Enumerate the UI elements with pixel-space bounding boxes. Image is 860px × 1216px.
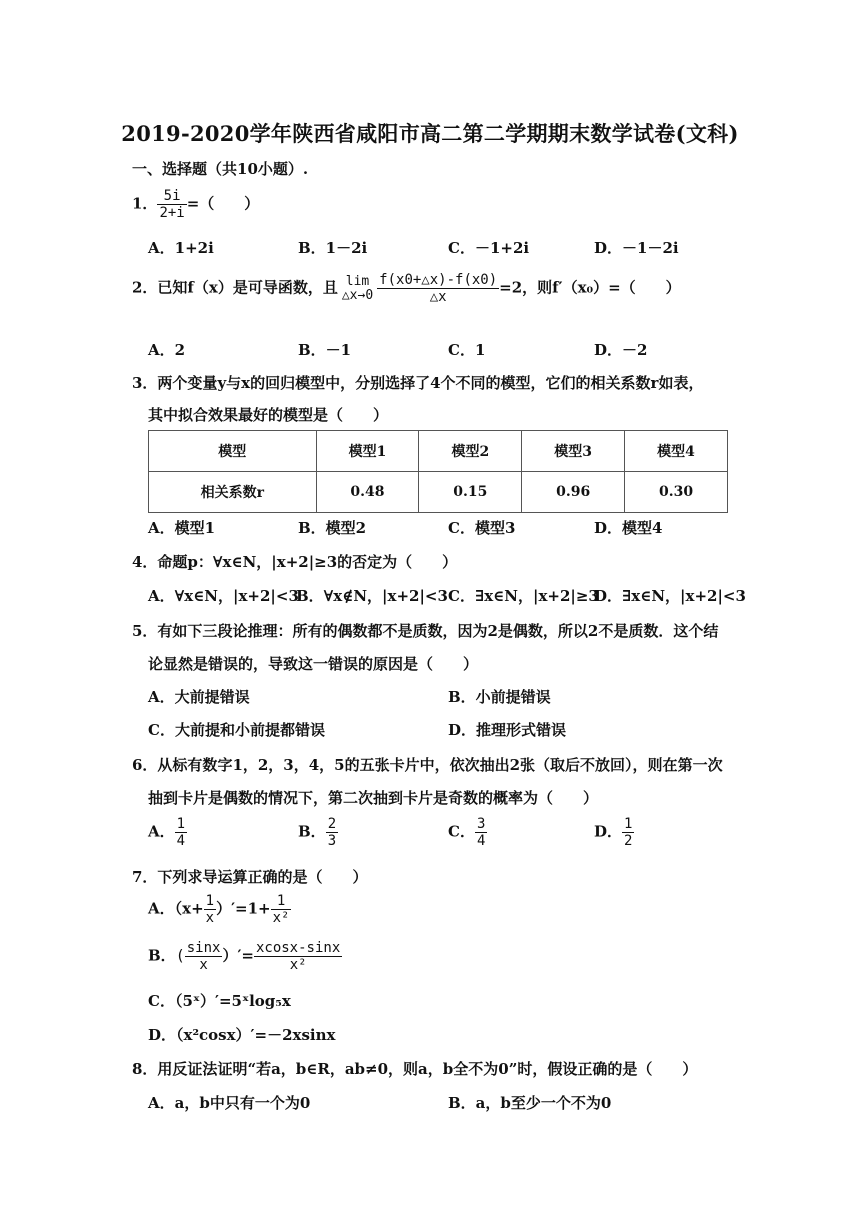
option-d: D．∃x∈N，|x+2|<3 [594, 587, 746, 605]
question-3-line-1: 3．两个变量y与x的回归模型中，分别选择了4个不同的模型，它们的相关系数r如表， [132, 374, 704, 392]
option-c: C．－1+2i [448, 239, 530, 257]
table-header-row [149, 431, 728, 472]
table-row [149, 472, 728, 513]
question-6-line-1: 6．从标有数字1，2，3，4，5的五张卡片中，依次抽出2张（取后不放回），则在第一次 [132, 756, 723, 774]
option-b: B．∀x∉N，|x+2|<3 [296, 587, 448, 605]
question-1 [132, 188, 259, 221]
fraction: $\frac{f(x0+\triangle x)-f(x0)}{\triangle x}$ [379, 272, 498, 305]
option-a: A．（x+ $\frac{1}{x}$ ）′=1+ $\frac{1}{\text{x²}}$ [148, 893, 290, 926]
table-cell: 模型2 [419, 431, 522, 472]
question-tail: =（ ） [186, 194, 260, 213]
option-d: D．－1－2i [594, 239, 679, 257]
option-a: A．模型1 [148, 519, 216, 537]
option-c: C．1 [448, 341, 486, 359]
table-cell: 0.48 [316, 472, 419, 513]
option-a: A．1+2i [148, 239, 214, 257]
table-cell: 模型1 [316, 431, 419, 472]
question-tail: =2，则f′（x₀）=（ ） [499, 278, 681, 297]
table-cell: 模型4 [625, 431, 728, 472]
question-3-line-2: 其中拟合效果最好的模型是（ ） [148, 406, 389, 424]
table-cell: 相关系数r [149, 472, 317, 513]
option-a: A．a，b中只有一个为0 [148, 1094, 311, 1112]
option-a: A． $\frac{1}{4}$ [148, 816, 186, 849]
model-table [148, 430, 728, 513]
fraction: $\frac{5i}{2+i}$ [159, 188, 185, 221]
option-b: B．( $\frac{\sin x}{x}$ ）′= $\frac{xcosx-\sin x}{\text{x²}}$ [148, 940, 341, 973]
question-4: 4．命题p：∀x∈N，|x+2|≥3的否定为（ ） [132, 553, 458, 571]
option-c: C．模型3 [448, 519, 516, 537]
option-b: B． $\frac{2}{3}$ [298, 816, 337, 849]
question-8: 8．用反证法证明“若a，b∈R，ab≠0，则a，b全不为0”时，假设正确的是（ ） [132, 1060, 698, 1078]
question-lead: 2．已知f（x）是可导函数，且 [132, 278, 338, 297]
option-d: D．模型4 [594, 519, 663, 537]
option-d: D． $\frac{1}{2}$ [594, 816, 633, 849]
section-heading: 一、选择题（共10小题）. [132, 160, 309, 178]
exam-title: 2019-2020学年陕西省咸阳市高二第二学期期末数学试卷(文科) [121, 121, 739, 146]
option-a: A．∀x∈N，|x+2|<3 [148, 587, 299, 605]
question-number: 1． [132, 194, 158, 213]
option-b: B．a，b至少一个不为0 [448, 1094, 612, 1112]
option-d: D．（x²cosx）′=－2xsinx [148, 1026, 336, 1044]
table-cell: 0.15 [419, 472, 522, 513]
question-7: 7．下列求导运算正确的是（ ） [132, 868, 368, 886]
question-6-line-2: 抽到卡片是偶数的情况下，第二次抽到卡片是奇数的概率为（ ） [148, 789, 599, 807]
question-5-line-2: 论显然是错误的，导致这一错误的原因是（ ） [148, 655, 479, 673]
option-a: A．大前提错误 [148, 688, 250, 706]
limit-notation: lim △x→0 [341, 273, 374, 303]
option-b: B．模型2 [298, 519, 367, 537]
option-c: C． $\frac{3}{4}$ [448, 816, 486, 849]
question-5-line-1: 5．有如下三段论推理：所有的偶数都不是质数，因为2是偶数，所以2不是质数．这个结 [132, 622, 719, 640]
option-c: C．（5ˣ）′=5ˣlog₅x [148, 992, 291, 1010]
table-cell: 模型3 [522, 431, 625, 472]
option-c: C．∃x∈N，|x+2|≥3 [448, 587, 599, 605]
option-b: B．－1 [298, 341, 352, 359]
option-b: B．小前提错误 [448, 688, 551, 706]
option-c: C．大前提和小前提都错误 [148, 721, 325, 739]
table-cell: 0.96 [522, 472, 625, 513]
option-a: A．2 [148, 341, 186, 359]
option-b: B．1－2i [298, 239, 368, 257]
question-2 [132, 272, 681, 305]
table-cell: 模型 [149, 431, 317, 472]
option-d: D．推理形式错误 [448, 721, 567, 739]
option-d: D．－2 [594, 341, 648, 359]
table-cell: 0.30 [625, 472, 728, 513]
